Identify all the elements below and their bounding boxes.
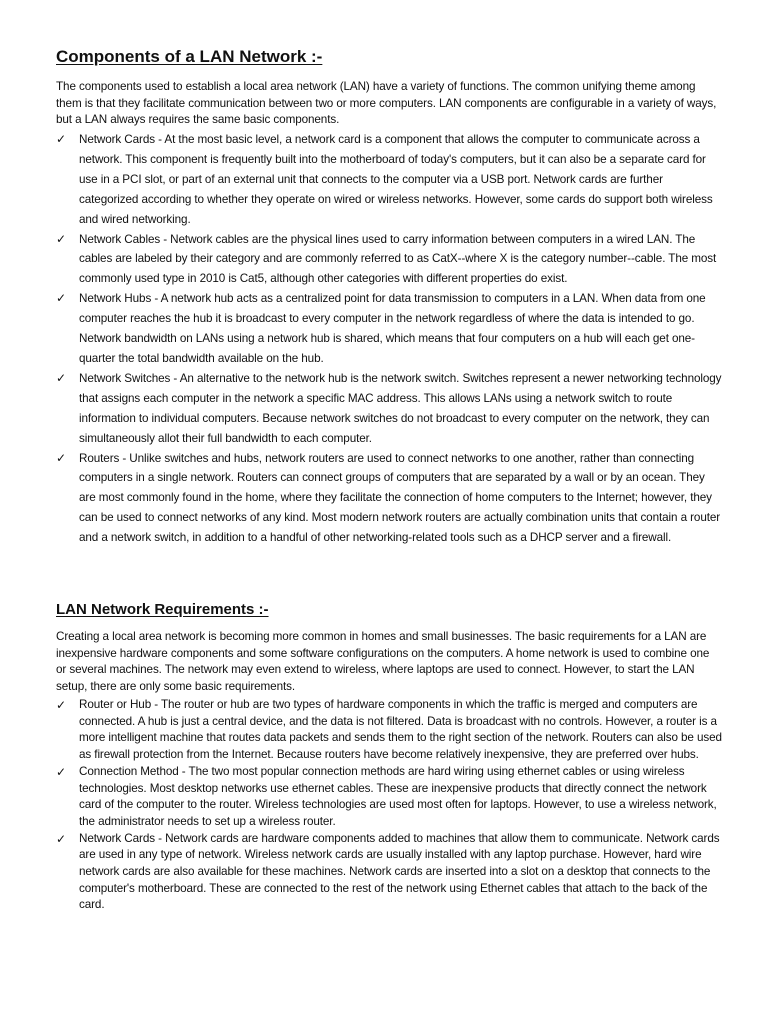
checkmark-icon: ✓ [56, 831, 66, 846]
list-item [56, 230, 722, 290]
requirement-list [56, 697, 722, 914]
list-item-text: Network Cables - Network cables are the physical lines used to carry information between computers in a wired LAN. The cables are labeled by their category and are commonly referred to as CatX--where X is the category number--cable. The most commonly used type in 2010 is Cat5, although other categories with different properties do exist. [79, 232, 717, 286]
checkmark-icon: ✓ [56, 291, 66, 306]
list-item-text: Network Cards - At the most basic level, a network card is a component that allows the computer to communicate across a network. This component is frequently built into the motherboard of today's computers, but it can also be a separate card for use in a PCI slot, or part of an external unit that connects to the computer via a USB port. Network cards are further categorized according to whether they operate on wired or wireless networks. However, some cards do support both wireless and wired networking. [79, 133, 713, 226]
checkmark-icon: ✓ [56, 231, 66, 246]
checkmark-icon: ✓ [56, 450, 66, 465]
checkmark-icon: ✓ [56, 132, 66, 146]
list-item [56, 697, 722, 764]
list-item [56, 130, 722, 230]
list-item [56, 369, 722, 449]
list-item-text: Network Switches - An alternative to the network hub is the network switch. Switches represent a newer networking technology that assigns each computer in the network a specific MAC address. This allows LANs using a network switch to route information to individual computers. Because network switches do not broadcast to every computer on the network, they can simultaneously allot their full bandwidth to each computer. [79, 371, 722, 445]
list-item [56, 831, 722, 915]
list-item-text: Network Hubs - A network hub acts as a centralized point for data transmission to computers in a LAN. When data from one computer reaches the hub it is broadcast to every computer in the network regardless of where the data is intended to go. Network bandwidth on LANs using a network hub is shared, which means that four computers on a hub will each get one-quarter the total bandwidth available on the hub. [79, 292, 706, 365]
list-item [56, 764, 722, 831]
checkmark-icon: ✓ [56, 370, 66, 385]
checkmark-icon: ✓ [56, 764, 66, 779]
section-title: LAN Network Requirements :- [56, 601, 269, 618]
list-item-text: Routers - Unlike switches and hubs, network routers are used to connect networks to one another, rather than connecting computers in a single network. Routers can connect groups of computers that are separated by a wall or by an ocean. They are most commonly found in the home, where they facilitate the connection of home computers to the Internet; however, they can be used to connect networks of any kind. Most modern network routers are actually combination units that contain a router and a network switch, in addition to a handful of other networking-related tools such as a DHCP server and a firewall. [79, 451, 721, 545]
list-item-text: Network Cards - Network cards are hardware components added to machines that allow them to communicate. Network cards are used in any type of network. Wireless network cards are usually installed with any laptop purchase. However, hard wire network cards are also available for these machines. Network cards are inserted into a slot on a desktop that connects to the computer's motherboard. These are connected to the rest of the network using Ethernet cables that attach to the back of the card. [79, 831, 720, 912]
component-list [56, 130, 722, 548]
list-item [56, 289, 722, 369]
list-item-text: Connection Method - The two most popular connection methods are hard wiring using ethernet cables or using wireless technologies. Most desktop networks use ethernet cables. These are inexpensive products that directly connect the network card of the computer to the router. Wireless technologies are used most often for laptops. However, to use a wireless network, the administrator needs to set up a wireless router. [79, 764, 717, 828]
section-intro: Creating a local area network is becoming more common in homes and small businesses. The basic requirements for a LAN are inexpensive hardware components and some software configurations on the computers. A home network is used to combine one or several machines. The network may even extend to wireless, where laptops are used to connect. However, to start the LAN setup, there are only some basic requirements. [56, 630, 710, 693]
section-title: Components of a LAN Network :- [56, 47, 323, 66]
list-item-text: Router or Hub - The router or hub are two types of hardware components in which the traffic is merged and computers are connected. A hub is just a central device, and the data is not filtered. Data is broadcast with no controls. However, a router is a more intelligent machine that routes data packets and sends them to the right section of the network. Routers can also be used as firewall protection from the Internet. Because routers have become relatively inexpensive, they are preferred over hubs. [79, 698, 722, 762]
list-item [56, 449, 722, 549]
section-intro: The components used to establish a local area network (LAN) have a variety of functions. The common unifying theme among them is that they facilitate communication between two or more computers. LAN components are configurable in a variety of ways, but a LAN always requires the same basic components. [56, 80, 717, 126]
checkmark-icon: ✓ [56, 698, 66, 712]
